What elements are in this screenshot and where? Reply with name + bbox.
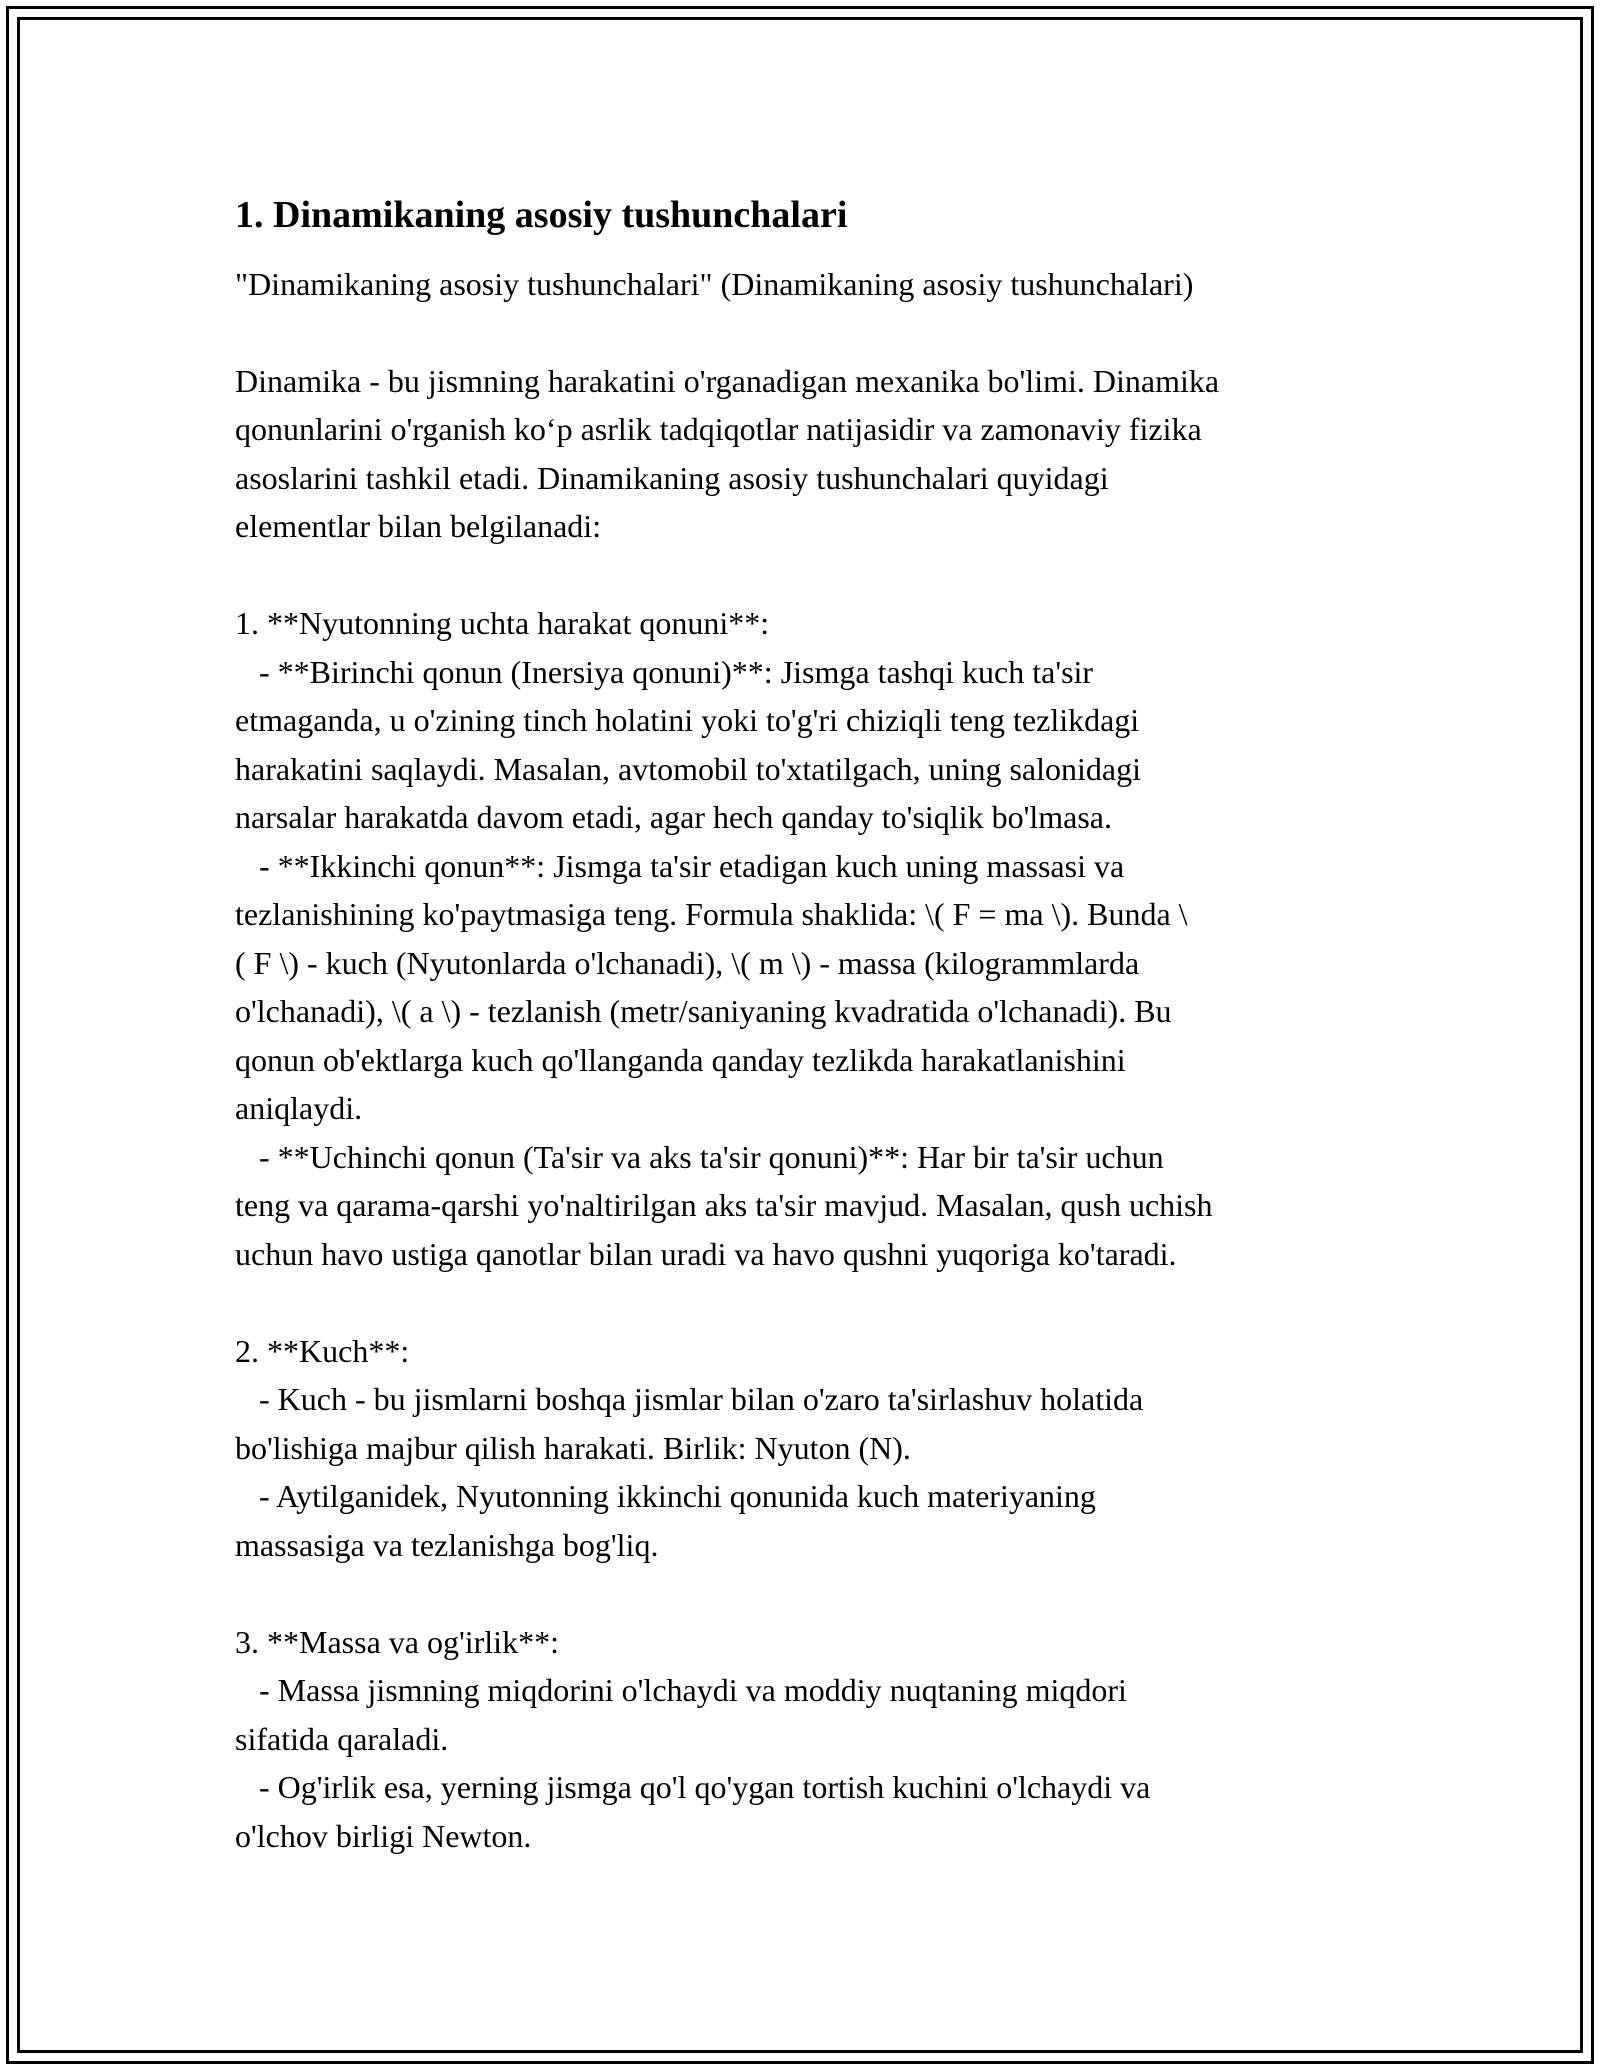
document-title: 1. Dinamikaning asosiy tushunchalari <box>235 194 848 236</box>
document-body: Dinamika - bu jismning harakatini o'rganadigan mexanika bo'limi. Dinamika qonunlarini o'rganish ko‘p asrlik tadqiqotlar natijasidir va zamonaviy fizika asoslarini tashkil etadi. Dinamikaning asosiy tushunchalari quyidagi elementlar bilan belgilanadi: 1. **Nyutonning uchta harakat qonuni**: - **Birinchi qonun (Inersiya qonuni)**: Jismga tashqi kuch ta'sir etmaganda, u o'zining tinch holatini yoki to'g'ri chiziqli teng tezlikdagi harakatini saqlaydi. Masalan, avtomobil to'xtatilgach, uning salonidagi narsalar harakatda davom etadi, agar hech qanday to'siqlik bo'lmasa. - **Ikkinchi qonun**: Jismga ta'sir etadigan kuch uning massasi va tezlanishining ko'paytmasiga teng. Formula shaklida: \( F = ma \). Bunda \ ( F \) - kuch (Nyutonlarda o'lchanadi), \( m \) - massa (kilogrammlarda o'lchanadi), \( a \) - tezlanish (metr/saniyaning kvadratida o'lchanadi). Bu qonun ob'ektlarga kuch qo'llanganda qanday tezlikda harakatlanishini aniqlaydi. - **Uchinchi qonun (Ta'sir va aks ta'sir qonuni)**: Har bir ta'sir uchun teng va qarama-qarshi yo'naltirilgan aks ta'sir mavjud. Masalan, qush uchish uchun havo ustiga qanotlar bilan uradi va havo qushni yuqoriga ko'taradi. 2. **Kuch**: - Kuch - bu jismlarni boshqa jismlar bilan o'zaro ta'sirlashuv holatida bo'lishiga majbur qilish harakati. Birlik: Nyuton (N). - Aytilganidek, Nyutonning ikkinchi qonunida kuch materiyaning massasiga va tezlanishga bog'liq. 3. **Massa va og'irlik**: - Massa jismning miqdorini o'lchaydi va moddiy nuqtaning miqdori sifatida qaraladi. - Og'irlik esa, yerning jismga qo'l qo'ygan tortish kuchini o'lchaydi va o'lchov birligi Newton. <box>235 362 1220 1854</box>
document-subtitle: "Dinamikaning asosiy tushunchalari" (Dinamikaning asosiy tushunchalari) <box>235 266 1194 302</box>
document-content <box>235 186 1385 1860</box>
